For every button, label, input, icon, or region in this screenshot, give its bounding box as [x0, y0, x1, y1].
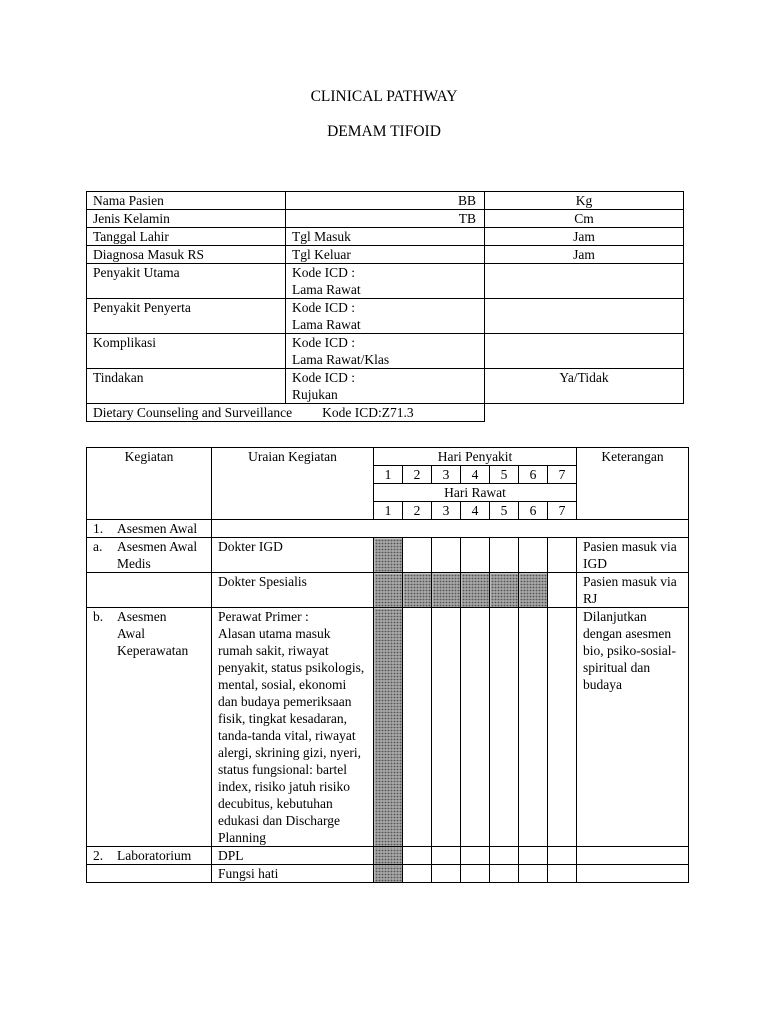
shaded-day-cell [461, 573, 490, 608]
unit-cell: Jam [485, 228, 684, 246]
label-cell: Tgl Masuk [286, 228, 485, 246]
table-row [87, 538, 689, 573]
label-cell: Komplikasi [87, 334, 286, 369]
day-cell [432, 865, 461, 883]
day-cell [403, 538, 432, 573]
day-cell [490, 608, 519, 847]
table-row [87, 865, 689, 883]
table-row [87, 228, 684, 246]
label-cell: Tanggal Lahir [87, 228, 286, 246]
label-cell: Tindakan [87, 369, 286, 404]
code-cell [286, 369, 485, 404]
item-label: Laboratorium [117, 848, 192, 863]
day-cell [519, 847, 548, 865]
table-row [87, 573, 689, 608]
lama-rawat-label: Lama Rawat [292, 282, 361, 297]
table-row [87, 299, 684, 334]
keterangan-cell [577, 865, 689, 883]
item-number: 2. [93, 848, 104, 863]
label-cell: Tgl Keluar [286, 246, 485, 264]
day-cell: 4 [461, 502, 490, 520]
uraian-cell: Dokter Spesialis [212, 573, 374, 608]
item-label: Asesmen Awal [117, 521, 198, 536]
uraian-cell [212, 608, 374, 847]
table-header-row [87, 448, 689, 466]
day-cell: 6 [519, 466, 548, 484]
dietary-cell [87, 404, 485, 422]
day-cell [432, 608, 461, 847]
label-cell: Penyakit Utama [87, 264, 286, 299]
label-cell: TB [286, 210, 485, 228]
empty-cell [485, 264, 684, 299]
day-cell [519, 538, 548, 573]
code-cell [286, 334, 485, 369]
activities-table [86, 447, 689, 883]
table-row [87, 608, 689, 847]
day-cell [403, 865, 432, 883]
uraian-cell: Dokter IGD [212, 538, 374, 573]
keterangan-cell [577, 847, 689, 865]
day-cell: 6 [519, 502, 548, 520]
unit-cell: Kg [485, 192, 684, 210]
col-hari-rawat: Hari Rawat [374, 484, 577, 502]
kegiatan-cell [87, 520, 212, 538]
col-keterangan: Keterangan [577, 448, 689, 520]
kode-icd-label: Kode ICD : [292, 265, 355, 280]
table-row [87, 847, 689, 865]
empty-cell [212, 520, 689, 538]
day-cell [461, 538, 490, 573]
keterangan-cell: Dilanjutkan dengan asesmen bio, psiko-sosial-spiritual dan budaya [577, 608, 689, 847]
day-cell: 5 [490, 502, 519, 520]
label-cell: Nama Pasien [87, 192, 286, 210]
day-cell [548, 573, 577, 608]
table-row [87, 264, 684, 299]
day-cell: 7 [548, 466, 577, 484]
table-row [87, 404, 684, 422]
keterangan-cell: Pasien masuk via IGD [577, 538, 689, 573]
uraian-head: Perawat Primer : [218, 609, 309, 624]
shaded-day-cell [519, 573, 548, 608]
item-label: Asesmen Awal Keperawatan [117, 609, 189, 658]
day-cell [548, 538, 577, 573]
document-title: CLINICAL PATHWAY [310, 88, 458, 105]
label-cell: Penyakit Penyerta [87, 299, 286, 334]
day-cell: 2 [403, 466, 432, 484]
lama-rawat-label: Lama Rawat/Klas [292, 352, 390, 367]
day-cell [519, 608, 548, 847]
kode-icd-label: Kode ICD : [292, 370, 355, 385]
shaded-day-cell [374, 847, 403, 865]
unit-cell: Jam [485, 246, 684, 264]
table-row [87, 520, 689, 538]
item-number: a. [93, 539, 103, 554]
code-cell [286, 264, 485, 299]
empty-cell [87, 865, 212, 883]
kegiatan-cell [87, 847, 212, 865]
day-cell: 2 [403, 502, 432, 520]
document-subtitle: DEMAM TIFOID [327, 123, 441, 140]
day-cell [490, 865, 519, 883]
kegiatan-cell [87, 538, 212, 573]
rujukan-label: Rujukan [292, 387, 338, 402]
uraian-cell: DPL [212, 847, 374, 865]
day-cell: 1 [374, 502, 403, 520]
patient-info-table [86, 191, 684, 422]
ya-tidak-cell: Ya/Tidak [485, 369, 684, 404]
table-row [87, 192, 684, 210]
item-label: Asesmen Awal Medis [117, 539, 198, 571]
day-cell [519, 865, 548, 883]
item-number: b. [93, 609, 104, 624]
table-row [87, 246, 684, 264]
day-cell: 3 [432, 502, 461, 520]
col-hari-penyakit: Hari Penyakit [374, 448, 577, 466]
day-cell: 1 [374, 466, 403, 484]
shaded-day-cell [374, 865, 403, 883]
day-cell: 7 [548, 502, 577, 520]
day-cell [548, 608, 577, 847]
lama-rawat-label: Lama Rawat [292, 317, 361, 332]
shaded-day-cell [374, 538, 403, 573]
kode-icd-label: Kode ICD : [292, 335, 355, 350]
day-cell [548, 865, 577, 883]
day-cell [403, 847, 432, 865]
label-cell: Jenis Kelamin [87, 210, 286, 228]
day-cell [432, 847, 461, 865]
shaded-day-cell [403, 573, 432, 608]
dietary-label: Dietary Counseling and Surveillance [93, 405, 293, 420]
day-cell [490, 538, 519, 573]
day-cell [403, 608, 432, 847]
shaded-day-cell [432, 573, 461, 608]
table-row [87, 369, 684, 404]
kode-icd-label: Kode ICD : [292, 300, 355, 315]
shaded-day-cell [374, 608, 403, 847]
day-cell [461, 865, 490, 883]
empty-cell [485, 334, 684, 369]
uraian-text: Alasan utama masuk rumah sakit, riwayat penyakit, status psikologis, mental, sosial, ekonomi dan budaya pemeriksaan fisik, tingkat kesadaran, tanda-tanda vital, riwayat alergi, skrining gizi, nyeri, status fungsional: bartel index, risiko jatuh risiko decubitus, kebutuhan edukasi dan Discharge Planning [218, 626, 365, 845]
unit-cell: Cm [485, 210, 684, 228]
empty-cell [87, 573, 212, 608]
label-cell: BB [286, 192, 485, 210]
day-cell [490, 847, 519, 865]
empty-cell [485, 404, 684, 422]
day-cell [461, 847, 490, 865]
day-cell [432, 538, 461, 573]
day-cell [548, 847, 577, 865]
col-uraian: Uraian Kegiatan [212, 448, 374, 520]
table-row [87, 334, 684, 369]
day-cell: 3 [432, 466, 461, 484]
kode-icd-z-label: Kode ICD:Z71.3 [322, 405, 414, 420]
uraian-cell: Fungsi hati [212, 865, 374, 883]
day-cell [461, 608, 490, 847]
label-cell: Diagnosa Masuk RS [87, 246, 286, 264]
shaded-day-cell [490, 573, 519, 608]
empty-cell [485, 299, 684, 334]
col-kegiatan: Kegiatan [87, 448, 212, 520]
item-number: 1. [93, 521, 104, 536]
day-cell: 4 [461, 466, 490, 484]
kegiatan-cell [87, 608, 212, 847]
table-row [87, 210, 684, 228]
day-cell: 5 [490, 466, 519, 484]
shaded-day-cell [374, 573, 403, 608]
keterangan-cell: Pasien masuk via RJ [577, 573, 689, 608]
code-cell [286, 299, 485, 334]
